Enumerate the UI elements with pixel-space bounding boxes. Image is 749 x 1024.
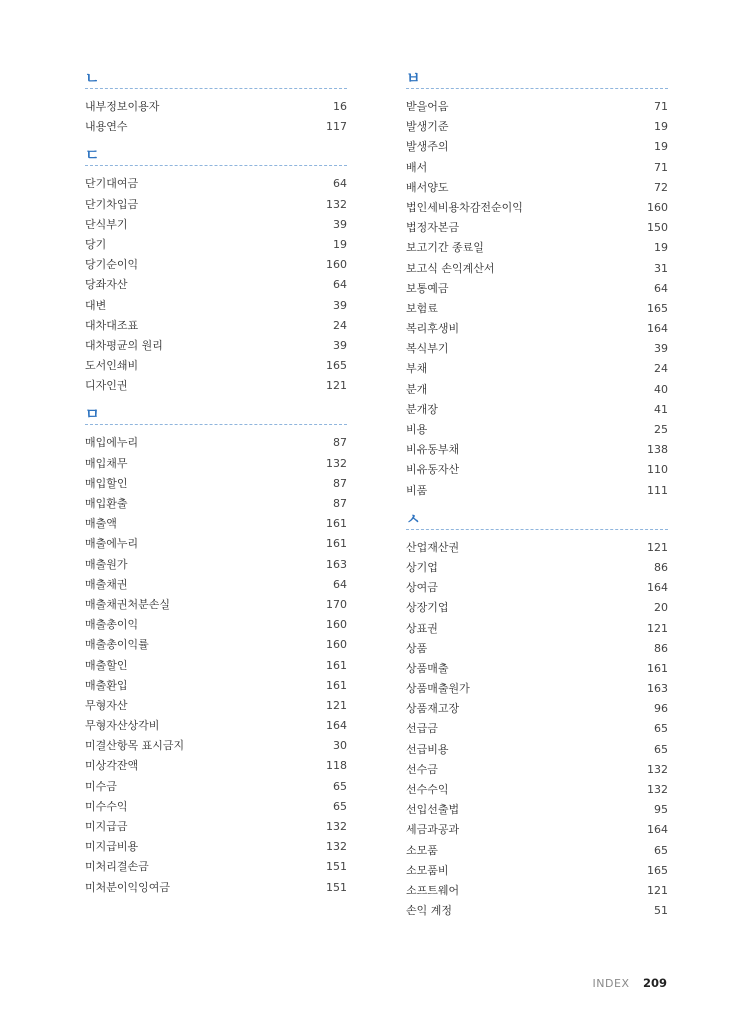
index-entry [406, 481, 668, 501]
index-page-ref: 39 [333, 298, 347, 312]
index-page-ref: 117 [326, 120, 347, 134]
index-page-ref: 30 [333, 739, 347, 753]
index-term: 미지급비용 [85, 840, 139, 854]
index-term: 단기대여금 [85, 177, 139, 191]
index-term: 대변 [85, 298, 107, 312]
index-page-ref: 19 [654, 120, 668, 134]
index-entry [406, 259, 668, 279]
index-entry [85, 595, 347, 615]
index-entry [85, 195, 347, 215]
index-entry [406, 639, 668, 659]
index-term: 매출총이익 [85, 618, 139, 632]
section-heading: ㅁ [85, 404, 347, 425]
index-entry [85, 797, 347, 817]
index-entry [406, 881, 668, 901]
index-entry [85, 235, 347, 255]
index-term: 단기차입금 [85, 197, 139, 211]
index-term: 무형자산 [85, 698, 128, 712]
index-term: 매입에누리 [85, 436, 139, 450]
index-term: 매입환출 [85, 497, 128, 510]
page-number: 209 [642, 976, 667, 990]
index-term: 매출할인 [85, 658, 128, 672]
index-term: 산업재산권 [406, 540, 460, 554]
index-page-ref: 150 [647, 221, 668, 235]
index-term: 법인세비용차감전순이익 [406, 200, 523, 214]
index-term: 미처리결손금 [85, 860, 149, 874]
index-term: 세금과공과 [406, 823, 460, 837]
index-page-ref: 160 [647, 200, 668, 214]
index-section [85, 404, 347, 897]
index-page-ref: 132 [647, 783, 668, 796]
index-entry [85, 696, 347, 716]
index-page-ref: 19 [654, 140, 668, 154]
index-entry [406, 578, 668, 598]
index-page-ref: 160 [326, 618, 347, 632]
index-page-ref: 65 [333, 779, 347, 793]
index-page-ref: 121 [326, 379, 347, 393]
index-page-ref: 20 [654, 601, 668, 615]
index-term: 보고기간 종료일 [406, 241, 484, 255]
page-footer [593, 975, 667, 992]
index-page-ref: 132 [326, 456, 347, 470]
index-entry [85, 275, 347, 295]
index-page-ref: 132 [647, 762, 668, 776]
index-page-ref: 165 [647, 301, 668, 315]
index-page-ref: 164 [647, 322, 668, 336]
index-page-ref: 40 [654, 382, 668, 396]
index-entry [406, 238, 668, 258]
index-term: 발생기준 [406, 120, 449, 134]
right-column [406, 68, 668, 929]
index-entry [406, 699, 668, 719]
index-entry [85, 656, 347, 676]
index-page-ref: 111 [647, 483, 668, 497]
index-entry [406, 137, 668, 157]
index-page-ref: 65 [654, 843, 668, 857]
index-page-ref: 64 [333, 577, 347, 591]
index-term: 소모품비 [406, 863, 449, 877]
index-page-ref: 24 [333, 318, 347, 332]
index-term: 당기순이익 [85, 258, 139, 272]
index-term: 디자인권 [85, 379, 128, 393]
left-column [85, 68, 347, 906]
index-entry [85, 117, 347, 137]
index-page-ref: 72 [654, 180, 668, 194]
index-page-ref: 86 [654, 641, 668, 655]
index-page-ref: 19 [333, 237, 347, 251]
index-entry [85, 777, 347, 797]
index-page-ref: 161 [326, 678, 347, 692]
index-entry [85, 575, 347, 595]
index-page-ref: 87 [333, 436, 347, 450]
index-page-ref: 160 [326, 638, 347, 652]
index-entry [406, 299, 668, 319]
index-term: 미상각잔액 [85, 759, 139, 773]
index-page-ref: 161 [647, 661, 668, 675]
index-term: 보험료 [406, 301, 438, 315]
index-entry [85, 817, 347, 837]
index-page-ref: 65 [333, 799, 347, 813]
index-page-ref: 64 [333, 278, 347, 292]
index-entry [406, 117, 668, 137]
index-term: 선수금 [406, 762, 438, 776]
index-term: 무형자산상각비 [85, 719, 160, 733]
index-page-ref: 164 [647, 581, 668, 595]
index-term: 비품 [406, 483, 428, 497]
index-term: 상품재고장 [406, 702, 460, 716]
index-term: 매출액 [85, 517, 117, 531]
section-heading: ㅅ [406, 509, 668, 530]
index-term: 미처분이익잉여금 [85, 880, 171, 894]
index-term: 분개 [406, 382, 428, 396]
index-page-ref: 87 [333, 497, 347, 510]
index-term: 내부정보이용자 [85, 100, 160, 113]
section-heading: ㅂ [406, 68, 668, 89]
index-term: 상품 [406, 641, 428, 655]
index-entry [85, 736, 347, 756]
index-page-ref: 121 [326, 698, 347, 712]
index-entry [85, 676, 347, 696]
index-term: 미수금 [85, 779, 117, 793]
index-term: 소모품 [406, 843, 438, 857]
index-page-ref: 132 [326, 197, 347, 211]
index-entry [85, 296, 347, 316]
index-term: 선입선출법 [406, 803, 460, 817]
index-entry [406, 279, 668, 299]
index-page-ref: 24 [654, 362, 668, 376]
index-page-ref: 118 [326, 759, 347, 773]
index-entry [85, 514, 347, 534]
index-entry [85, 635, 347, 655]
index-entry [85, 494, 347, 514]
index-page-ref: 163 [647, 682, 668, 696]
index-page-ref: 170 [326, 597, 347, 611]
footer-label: INDEX [592, 977, 630, 990]
index-entry [406, 440, 668, 460]
index-term: 분개장 [406, 402, 438, 416]
index-term: 당좌자산 [85, 278, 128, 292]
index-term: 법정자본금 [406, 221, 460, 235]
index-entry [406, 659, 668, 679]
index-entry [85, 837, 347, 857]
index-entry [406, 400, 668, 420]
index-entry [85, 474, 347, 494]
index-entry [85, 454, 347, 474]
index-entry [85, 615, 347, 635]
index-term: 보통예금 [406, 281, 449, 295]
index-page-ref: 161 [326, 517, 347, 531]
index-page-ref: 161 [326, 537, 347, 551]
index-term: 선급금 [406, 722, 438, 736]
index-term: 도서인쇄비 [85, 359, 139, 373]
index-entry [85, 716, 347, 736]
index-entry [406, 800, 668, 820]
index-term: 배서양도 [406, 180, 449, 194]
index-page-ref: 164 [326, 719, 347, 733]
index-entry [85, 97, 347, 117]
index-term: 미수수익 [85, 799, 128, 813]
index-term: 상여금 [406, 581, 438, 595]
index-page-ref: 164 [647, 823, 668, 837]
index-entry [85, 878, 347, 898]
index-term: 발생주의 [406, 140, 449, 154]
index-entry [85, 316, 347, 336]
index-entry [85, 534, 347, 554]
index-page-ref: 165 [647, 863, 668, 877]
index-page-ref: 121 [647, 621, 668, 635]
index-entry [406, 538, 668, 558]
index-entry [85, 433, 347, 453]
index-term: 손익 계정 [406, 904, 453, 918]
index-page-ref: 163 [326, 557, 347, 571]
index-entry [406, 198, 668, 218]
index-term: 복식부기 [406, 342, 449, 356]
index-page-ref: 65 [654, 742, 668, 756]
index-page-ref: 31 [654, 261, 668, 275]
index-entry [406, 420, 668, 440]
index-entry [406, 780, 668, 800]
index-entry [406, 901, 668, 921]
index-term: 대차평균의 원리 [85, 338, 163, 352]
index-entry [406, 158, 668, 178]
index-entry [406, 740, 668, 760]
index-term: 미결산항목 표시금지 [85, 739, 185, 753]
index-page-ref: 41 [654, 402, 668, 416]
index-page-ref: 64 [654, 281, 668, 295]
index-page-ref: 132 [326, 820, 347, 833]
index-entry [406, 598, 668, 618]
index-entry [406, 380, 668, 400]
index-page-ref: 96 [654, 702, 668, 716]
index-term: 매출총이익률 [85, 638, 149, 652]
index-term: 받을어음 [406, 100, 449, 113]
index-term: 내용연수 [85, 120, 128, 134]
index-page-ref: 110 [647, 463, 668, 477]
index-section [406, 509, 668, 922]
index-term: 비유동부채 [406, 443, 460, 457]
index-entry [85, 555, 347, 575]
index-entry [85, 756, 347, 776]
index-entry [406, 97, 668, 117]
index-entry [85, 336, 347, 356]
index-page-ref: 121 [647, 883, 668, 897]
index-term: 상품매출원가 [406, 682, 470, 696]
index-term: 단식부기 [85, 217, 128, 231]
section-heading: ㄷ [85, 145, 347, 166]
index-page-ref: 51 [654, 904, 668, 918]
index-page-ref: 39 [333, 217, 347, 231]
index-term: 상표권 [406, 621, 438, 635]
index-term: 비유동자산 [406, 463, 460, 477]
index-page-ref: 151 [326, 860, 347, 874]
index-term: 선급비용 [406, 742, 449, 756]
index-page-ref: 19 [654, 241, 668, 255]
index-entry [85, 857, 347, 877]
index-entry [406, 460, 668, 480]
index-page-ref: 71 [654, 100, 668, 113]
index-page-ref: 87 [333, 476, 347, 490]
index-section [85, 145, 347, 396]
index-section [406, 68, 668, 501]
index-term: 미지급금 [85, 820, 128, 833]
index-entry [85, 255, 347, 275]
index-term: 매출채권 [85, 577, 128, 591]
index-entry [406, 319, 668, 339]
index-term: 비용 [406, 423, 428, 436]
index-page-ref: 161 [326, 658, 347, 672]
section-heading: ㄴ [85, 68, 347, 89]
index-term: 상기업 [406, 560, 438, 574]
index-entry [85, 376, 347, 396]
index-term: 배서 [406, 160, 428, 174]
index-term: 매출채권처분손실 [85, 597, 171, 611]
index-page-ref: 39 [654, 342, 668, 356]
index-entry [85, 215, 347, 235]
index-page-ref: 64 [333, 177, 347, 191]
index-entry [406, 820, 668, 840]
index-term: 보고식 손익계산서 [406, 261, 495, 275]
index-page-ref: 39 [333, 338, 347, 352]
index-term: 매출원가 [85, 557, 128, 571]
index-term: 매출환입 [85, 678, 128, 692]
index-entry [406, 339, 668, 359]
index-term: 매출에누리 [85, 537, 139, 551]
index-page-ref: 132 [326, 840, 347, 854]
index-page-ref: 138 [647, 443, 668, 457]
index-page-ref: 16 [333, 100, 347, 113]
index-term: 부채 [406, 362, 428, 376]
index-entry [406, 218, 668, 238]
index-page-ref: 121 [647, 540, 668, 554]
index-term: 선수수익 [406, 783, 449, 796]
index-entry [406, 719, 668, 739]
index-page-ref: 160 [326, 258, 347, 272]
index-entry [406, 178, 668, 198]
index-page-ref: 25 [654, 423, 668, 436]
index-page-ref: 95 [654, 803, 668, 817]
index-entry [406, 558, 668, 578]
index-entry [406, 841, 668, 861]
index-page-ref: 86 [654, 560, 668, 574]
index-term: 매입할인 [85, 476, 128, 490]
index-entry [406, 760, 668, 780]
index-page-ref: 151 [326, 880, 347, 894]
index-term: 대차대조표 [85, 318, 139, 332]
index-entry [406, 861, 668, 881]
index-entry [85, 174, 347, 194]
index-section [85, 68, 347, 137]
index-term: 당기 [85, 237, 107, 251]
index-entry [406, 679, 668, 699]
index-term: 복리후생비 [406, 322, 460, 336]
index-term: 소프트웨어 [406, 883, 460, 897]
index-term: 매입채무 [85, 456, 128, 470]
index-term: 상품매출 [406, 661, 449, 675]
index-entry [85, 356, 347, 376]
index-entry [406, 359, 668, 379]
index-page-ref: 165 [326, 359, 347, 373]
index-page-ref: 71 [654, 160, 668, 174]
index-term: 상장기업 [406, 601, 449, 615]
index-page-ref: 65 [654, 722, 668, 736]
index-entry [406, 619, 668, 639]
